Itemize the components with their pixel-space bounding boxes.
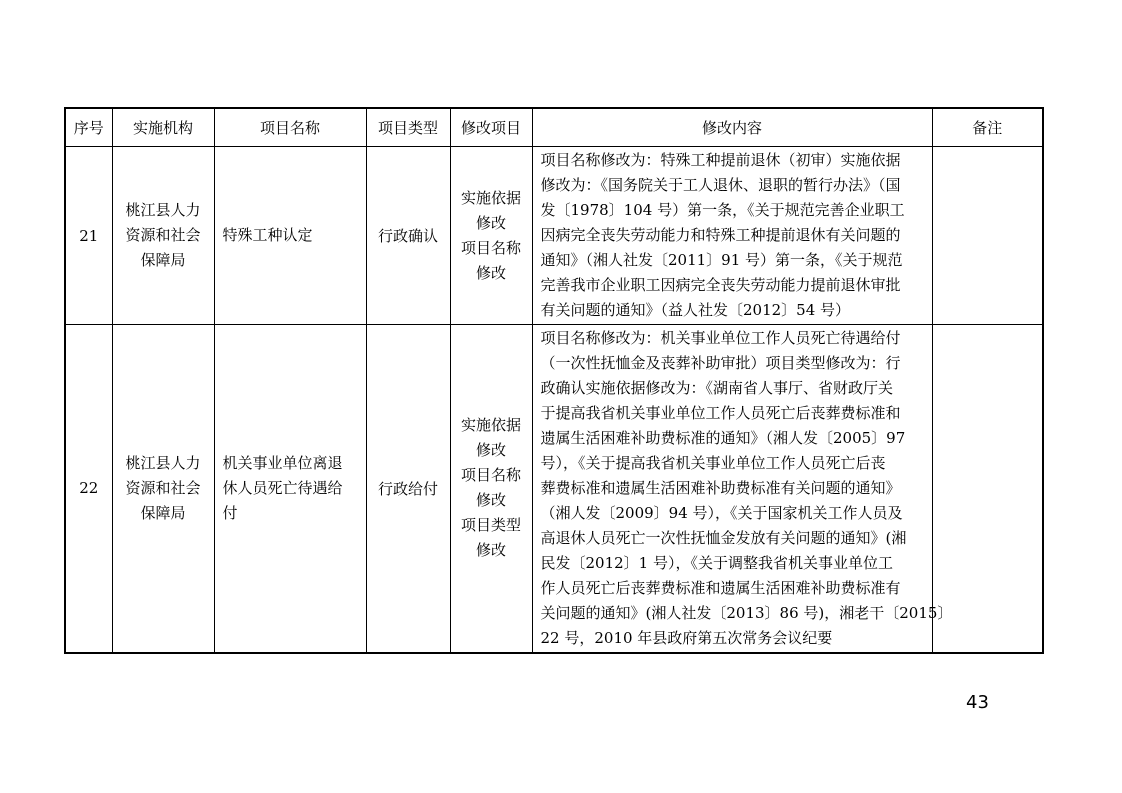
item-name-line: 休人员死亡待遇给 (222, 478, 343, 497)
header-item-name: 项目名称 (214, 108, 366, 147)
header-item-type: 项目类型 (366, 108, 450, 147)
row-no: 22 (65, 325, 112, 653)
table-row (65, 325, 1043, 653)
content-line: （一次性抚恤金及丧葬补助审批）项目类型修改为：行 (540, 353, 901, 372)
item-name-line: 特殊工种认定 (222, 226, 313, 244)
content-line: 民发〔2012〕1 号），《关于调整我省机关事业单位工 (540, 553, 893, 572)
item-name-line: 付 (222, 503, 238, 522)
agency-line: 资源和社会 (125, 226, 201, 244)
header-remark: 备注 (932, 108, 1043, 147)
modified-line: 修改 (475, 263, 506, 282)
agency-line: 桃江县人力 (125, 201, 201, 219)
content-line: 项目名称修改为：特殊工种提前退休（初审）实施依据 (540, 151, 901, 169)
modified-line: 修改 (475, 541, 506, 560)
modified-line: 项目类型 (460, 516, 521, 535)
row-content (532, 147, 932, 325)
agency-line: 保障局 (140, 251, 186, 269)
row-no: 21 (65, 147, 112, 325)
content-line: 关问题的通知》(湘人社发〔2013〕86 号)，湘老干〔2015〕 (540, 603, 953, 622)
content-line: 22 号，2010 年县政府第五次常务会议纪要 (540, 628, 833, 647)
table-row (65, 147, 1043, 325)
content-line: 因病完全丧失劳动能力和特殊工种提前退休有关问题的 (540, 226, 901, 244)
page-number: 43 (966, 692, 989, 713)
modified-line: 项目名称 (460, 466, 521, 485)
header-no: 序号 (65, 108, 112, 147)
content-line: 作人员死亡后丧葬费标准和遗属生活困难补助费标准有 (540, 578, 901, 597)
content-line: 号），《关于提高我省机关事业单位工作人员死亡后丧 (540, 453, 886, 472)
content-line: 葬费标准和遗属生活困难补助费标准有关问题的通知》 (540, 478, 901, 497)
agency-line: 桃江县人力 (125, 453, 201, 472)
header-content: 修改内容 (532, 108, 932, 147)
header-agency: 实施机构 (112, 108, 214, 147)
modified-line: 实施依据 (460, 188, 521, 207)
content-line: 发〔1978〕104 号）第一条，《关于规范完善企业职工 (540, 201, 905, 219)
content-line: 完善我市企业职工因病完全丧失劳动能力提前退休审批 (540, 276, 901, 294)
content-line: 修改为：《国务院关于工人退休、退职的暂行办法》（国 (540, 176, 901, 194)
content-line: 有关问题的通知》（益人社发〔2012〕54 号） (540, 301, 851, 319)
row-content (532, 325, 953, 653)
header-row (65, 108, 1043, 147)
modified-line: 修改 (475, 213, 506, 232)
row-modified-item (450, 147, 532, 325)
modified-line: 项目名称 (460, 238, 521, 257)
row-remark (932, 147, 1043, 325)
modified-line: 修改 (475, 441, 506, 460)
row-modified-item (450, 325, 532, 653)
modified-line: 实施依据 (460, 416, 521, 435)
content-line: 政确认实施依据修改为：《湖南省人事厅、省财政厅关 (540, 378, 894, 397)
header-modified-item: 修改项目 (450, 108, 532, 147)
row-item-type: 行政给付 (366, 325, 450, 653)
content-line: 通知》（湘人社发〔2011〕91 号）第一条，《关于规范 (540, 251, 903, 269)
item-name-line: 机关事业单位离退 (222, 453, 343, 472)
content-line: 遗属生活困难补助费标准的通知》（湘人发〔2005〕97 (540, 428, 906, 447)
modified-line: 修改 (475, 491, 506, 510)
row-agency (112, 325, 214, 653)
agency-line: 资源和社会 (125, 478, 201, 497)
content-line: 于提高我省机关事业单位工作人员死亡后丧葬费标准和 (540, 403, 901, 422)
agency-line: 保障局 (140, 503, 186, 522)
row-agency (112, 147, 214, 325)
row-item-type: 行政确认 (366, 147, 450, 325)
row-item-name (214, 147, 366, 325)
policy-table (64, 107, 1044, 654)
content-line: 项目名称修改为：机关事业单位工作人员死亡待遇给付 (540, 328, 901, 347)
content-line: 高退休人员死亡一次性抚恤金发放有关问题的通知》(湘 (540, 528, 907, 547)
row-item-name (214, 325, 366, 653)
content-line: （湘人发〔2009〕94 号），《关于国家机关工作人员及 (540, 503, 903, 522)
